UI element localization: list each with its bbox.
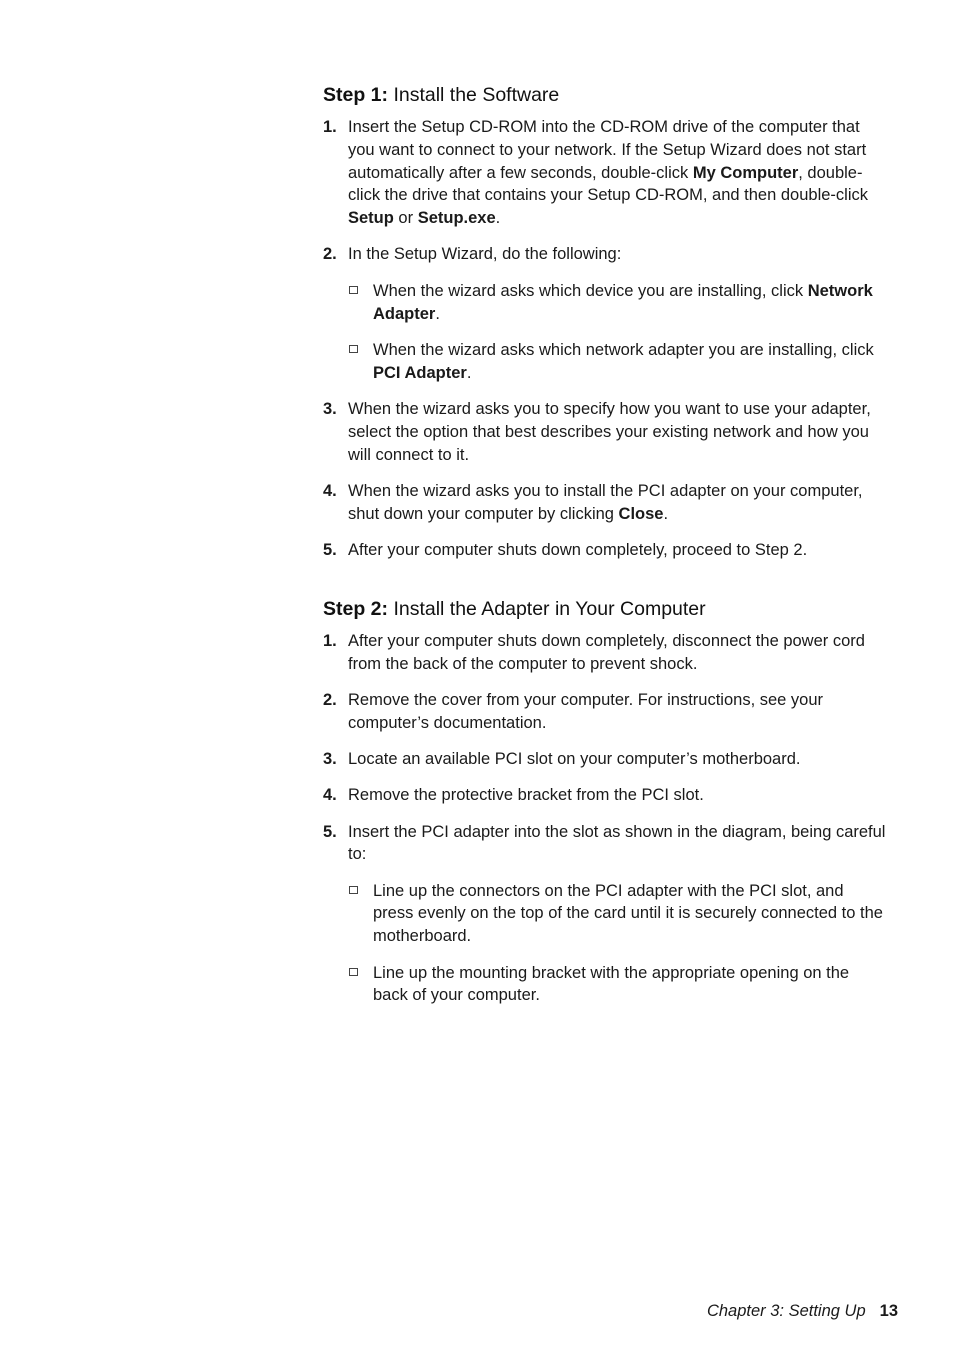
step-item	[323, 480, 888, 526]
square-bullet-icon	[349, 286, 358, 294]
step-number: 2.	[323, 690, 337, 709]
step2-instructions	[323, 630, 888, 1007]
text-run: When the wizard asks you to install the PCI adapter on your computer, shut down your computer by clicking	[348, 481, 863, 523]
sub-step-item	[348, 962, 888, 1008]
step1-label: Step 1:	[323, 84, 389, 106]
step-item	[323, 821, 888, 1008]
text-run: Insert the PCI adapter into the slot as shown in the diagram, being careful to:	[348, 822, 886, 864]
ui-term: Setup	[348, 209, 394, 228]
step-text	[348, 118, 868, 227]
sub-step-text	[373, 282, 873, 323]
sub-step-text	[373, 341, 874, 382]
chapter-title: Chapter 3: Setting Up	[706, 1302, 866, 1320]
sub-step-list	[348, 280, 888, 385]
step-text	[348, 691, 823, 732]
sub-step-item	[348, 280, 888, 326]
square-bullet-icon	[349, 968, 358, 976]
sub-step-text	[373, 964, 849, 1005]
ui-term: My Computer	[692, 163, 799, 182]
step-item	[323, 689, 888, 735]
ui-term: Network Adapter	[373, 281, 873, 323]
ui-term: Setup.exe	[417, 209, 496, 228]
text-run: Insert the Setup CD-ROM into the CD-ROM drive of the computer that you want to connect to your network. If the Setup Wizard does not start automatically after a few seconds, double-click	[348, 118, 867, 182]
step-text	[348, 823, 885, 864]
step2-title: Install the Adapter in Your Computer	[393, 597, 706, 620]
square-bullet-icon	[349, 345, 358, 353]
step-number: 3.	[323, 399, 337, 418]
step1-heading	[323, 83, 888, 108]
step-item	[323, 748, 888, 771]
step-item	[323, 784, 888, 807]
text-run: Remove the cover from your computer. For instructions, see your computer’s documentation.	[348, 690, 824, 732]
text-run: .	[495, 209, 501, 228]
page-footer	[707, 1300, 898, 1322]
step-number: 5.	[323, 822, 337, 841]
square-bullet-icon	[349, 886, 358, 894]
step-item	[323, 539, 888, 562]
text-run: When the wizard asks you to specify how you want to use your adapter, select the option that best describes your existing network and how you will connect to it.	[348, 399, 871, 464]
step-text	[348, 482, 863, 523]
step1-title: Install the Software	[393, 84, 560, 106]
sub-step-item	[348, 880, 888, 948]
step-text	[348, 245, 621, 263]
step-text	[348, 541, 807, 559]
step-number: 2.	[323, 245, 337, 264]
text-run: Line up the mounting bracket with the appropriate opening on the back of your computer.	[373, 963, 850, 1005]
text-run: , double-click the drive that contains your Setup CD-ROM, and then double-click	[348, 163, 868, 205]
text-run: After your computer shuts down completely, disconnect the power cord from the back of the computer to prevent shock.	[348, 631, 865, 673]
sub-step-item	[348, 339, 888, 385]
step2-label: Step 2:	[323, 597, 389, 620]
step-item	[323, 630, 888, 676]
step-number: 1.	[323, 118, 337, 136]
text-run: or	[393, 209, 418, 228]
step-number: 5.	[323, 540, 337, 559]
text-run: .	[466, 363, 472, 382]
ui-term: Close	[618, 504, 664, 523]
text-run: Line up the connectors on the PCI adapter with the PCI slot, and press evenly on the top of the card until it is securely connected to the motherboard.	[373, 881, 883, 946]
text-run: In the Setup Wizard, do the following:	[348, 245, 622, 264]
page-number: 13	[879, 1302, 898, 1320]
step-item	[323, 116, 888, 230]
step2-heading	[323, 597, 888, 622]
step-text	[348, 400, 871, 464]
sub-step-text	[373, 882, 883, 946]
step-number: 4.	[323, 786, 337, 805]
step-number: 1.	[323, 631, 337, 650]
text-run: After your computer shuts down completely, proceed to Step 2.	[348, 540, 808, 559]
text-run: When the wizard asks which device you are installing, click	[373, 281, 808, 300]
text-run: Remove the protective bracket from the PCI slot.	[348, 786, 704, 805]
text-run: When the wizard asks which network adapter you are installing, click	[373, 340, 874, 359]
text-run: .	[663, 504, 669, 523]
step-text	[348, 750, 800, 768]
document-body	[323, 83, 888, 1021]
step-number: 3.	[323, 749, 337, 768]
step-item	[323, 243, 888, 384]
text-run: Locate an available PCI slot on your computer’s motherboard.	[348, 749, 801, 768]
step1-instructions	[323, 116, 888, 562]
step-text	[348, 786, 704, 804]
sub-step-list	[348, 880, 888, 1007]
text-run: .	[435, 304, 440, 323]
step-item	[323, 398, 888, 466]
ui-term: PCI Adapter	[373, 363, 467, 382]
step-text	[348, 632, 865, 673]
step-number: 4.	[323, 481, 337, 500]
